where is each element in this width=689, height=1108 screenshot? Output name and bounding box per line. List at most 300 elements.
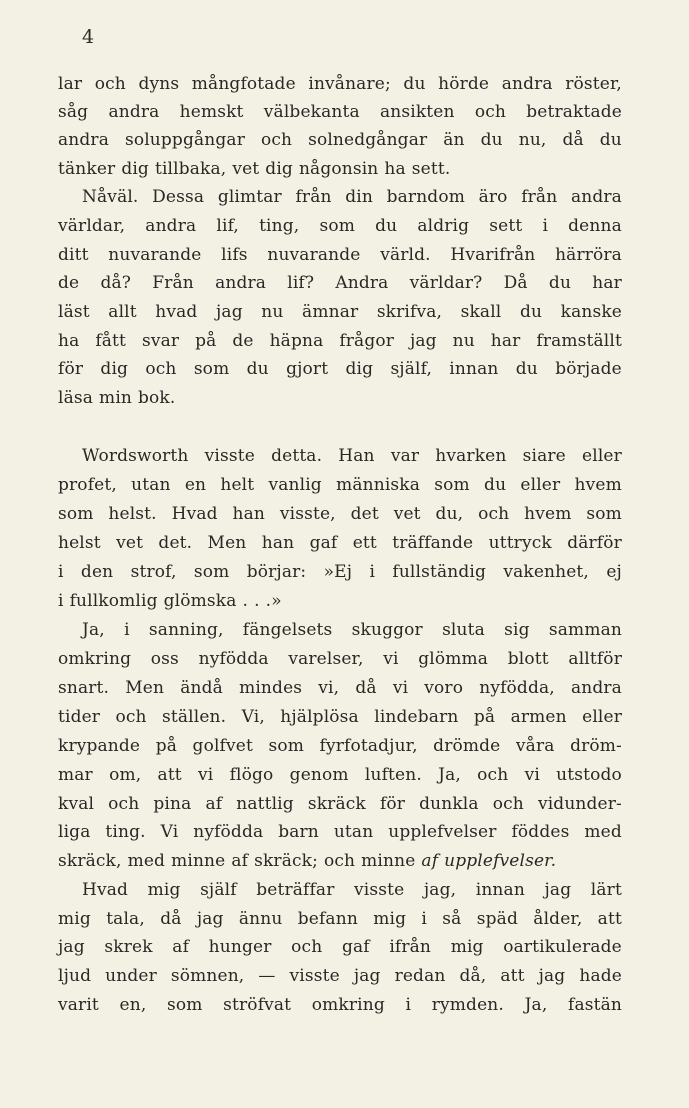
text-word: af bbox=[231, 851, 249, 871]
text-word: nu bbox=[452, 331, 475, 351]
text-word: minne bbox=[171, 851, 226, 871]
text-word: sömnen, bbox=[170, 966, 245, 986]
text-word: visste bbox=[354, 880, 405, 900]
text-word: alltför bbox=[568, 649, 622, 669]
text-word: du bbox=[515, 359, 538, 379]
text-word: i bbox=[405, 995, 412, 1015]
text-line bbox=[58, 529, 622, 557]
text-word: lif, bbox=[216, 216, 239, 236]
text-word: dig bbox=[345, 359, 374, 379]
text-word: utan bbox=[131, 475, 171, 495]
text-word: från bbox=[295, 187, 332, 207]
text-word: detta. bbox=[271, 446, 323, 466]
text-line bbox=[58, 298, 622, 326]
text-word: utan bbox=[333, 822, 374, 842]
text-word: i bbox=[369, 562, 376, 582]
text-word: dig bbox=[100, 359, 129, 379]
text-line bbox=[58, 587, 622, 615]
text-word: och bbox=[260, 130, 293, 150]
text-word: jag, bbox=[423, 880, 457, 900]
text-line bbox=[58, 933, 622, 961]
text-word: och bbox=[477, 765, 509, 785]
text-word: fastän bbox=[568, 995, 622, 1015]
text-word: för bbox=[379, 794, 406, 814]
text-word: häpna bbox=[269, 331, 324, 351]
text-word: omkring bbox=[58, 649, 132, 669]
text-word: Hvad bbox=[82, 880, 129, 900]
text-word: Ja, bbox=[438, 765, 461, 785]
text-word: flögo bbox=[229, 765, 274, 785]
text-word: själf, bbox=[390, 359, 432, 379]
text-word: upplefvelser. bbox=[444, 851, 557, 871]
text-line bbox=[58, 70, 622, 98]
text-word: dig bbox=[121, 159, 149, 179]
text-word: fängelsets bbox=[242, 620, 333, 640]
text-word: i bbox=[58, 591, 64, 611]
text-word: mindes bbox=[239, 678, 303, 698]
text-word: var bbox=[390, 446, 420, 466]
text-word: fullkomlig bbox=[69, 591, 158, 611]
text-word: som bbox=[319, 216, 355, 236]
text-word: vidunder- bbox=[537, 794, 622, 814]
text-word: nu, bbox=[518, 130, 547, 150]
text-word: våra bbox=[515, 736, 555, 756]
text-word: invånare; bbox=[308, 74, 391, 94]
text-word: då bbox=[355, 678, 377, 698]
text-word: Ja, bbox=[524, 995, 548, 1015]
text-word: helst. bbox=[108, 504, 157, 524]
page-number: 4 bbox=[82, 26, 95, 48]
text-word: vi bbox=[524, 765, 540, 785]
text-word: lifs bbox=[221, 245, 248, 265]
text-word: och bbox=[291, 937, 323, 957]
text-word: befann bbox=[297, 909, 358, 929]
text-word: Vi, bbox=[241, 707, 265, 727]
text-word: Från bbox=[152, 273, 194, 293]
text-word: och bbox=[323, 851, 356, 871]
text-word: sett bbox=[489, 216, 523, 236]
text-word: härröra bbox=[555, 245, 622, 265]
text-word: att bbox=[157, 765, 182, 785]
text-word: helst bbox=[58, 533, 101, 553]
text-word: barndom bbox=[386, 187, 465, 207]
text-word: oartikulerade bbox=[503, 937, 622, 957]
text-word: din bbox=[345, 187, 373, 207]
text-word: aldrig bbox=[417, 216, 470, 236]
text-word: hvem bbox=[524, 504, 572, 524]
text-word: du bbox=[480, 130, 503, 150]
text-word: människa bbox=[336, 475, 421, 495]
text-word: under bbox=[105, 966, 157, 986]
text-word: i bbox=[542, 216, 549, 236]
text-line bbox=[82, 876, 622, 904]
text-word: vi bbox=[392, 678, 409, 698]
text-word: har bbox=[592, 273, 622, 293]
text-word: mångfotade bbox=[191, 74, 296, 94]
text-word: denna bbox=[568, 216, 622, 236]
text-word: tider bbox=[58, 707, 101, 727]
text-word: och bbox=[478, 504, 510, 524]
text-word: från bbox=[521, 187, 558, 207]
text-word: tänker bbox=[58, 159, 116, 179]
text-word: späd bbox=[476, 909, 518, 929]
text-word: röster, bbox=[565, 74, 622, 94]
text-word: hade bbox=[579, 966, 622, 986]
text-line bbox=[58, 212, 622, 240]
text-line bbox=[58, 241, 622, 269]
text-word: för bbox=[58, 359, 84, 379]
text-word: nyfödda bbox=[198, 649, 269, 669]
text-line bbox=[58, 790, 622, 818]
text-word: jag bbox=[353, 966, 381, 986]
text-word: dyns bbox=[138, 74, 180, 94]
text-word: vi bbox=[198, 765, 214, 785]
text-word: nattlig bbox=[236, 794, 294, 814]
text-word: ålder, bbox=[533, 909, 583, 929]
text-line bbox=[58, 962, 622, 990]
text-word: barn bbox=[278, 822, 319, 842]
text-word: lif? bbox=[287, 273, 315, 293]
text-word: Då bbox=[503, 273, 528, 293]
text-word: glimtar bbox=[217, 187, 282, 207]
text-word: rymden. bbox=[431, 995, 504, 1015]
text-word: nuvarande bbox=[108, 245, 202, 265]
text-word: kval bbox=[58, 794, 95, 814]
text-word: Hvarifrån bbox=[450, 245, 536, 265]
text-word: träffande bbox=[392, 533, 474, 553]
text-word: ha bbox=[58, 331, 80, 351]
text-word: varelser, bbox=[288, 649, 364, 669]
text-word: och bbox=[145, 359, 177, 379]
text-word: glömska bbox=[163, 591, 237, 611]
text-word: nyfödda, bbox=[479, 678, 555, 698]
text-word: dröm- bbox=[570, 736, 622, 756]
text-word: hemskt bbox=[179, 102, 244, 122]
text-line bbox=[58, 327, 622, 355]
text-word: »Ej bbox=[323, 562, 353, 582]
text-word: som bbox=[167, 995, 203, 1015]
text-word: krypande bbox=[58, 736, 141, 756]
text-word: Men bbox=[125, 678, 165, 698]
text-word: Hvad bbox=[171, 504, 218, 524]
text-word: . bbox=[254, 591, 260, 611]
text-line bbox=[58, 471, 622, 499]
text-word: hörde bbox=[438, 74, 490, 94]
text-word: hvem bbox=[574, 475, 622, 495]
text-word: voro bbox=[424, 678, 464, 698]
text-word: Wordsworth bbox=[82, 446, 189, 466]
text-word: minne bbox=[361, 851, 416, 871]
text-word: som bbox=[58, 504, 94, 524]
text-word: lar bbox=[58, 74, 83, 94]
text-line bbox=[82, 616, 622, 644]
text-word: hunger bbox=[208, 937, 272, 957]
text-word: jag bbox=[409, 331, 437, 351]
text-word: började bbox=[555, 359, 622, 379]
text-word: varit bbox=[58, 995, 99, 1015]
text-word: Andra bbox=[335, 273, 389, 293]
text-word: själf bbox=[200, 880, 237, 900]
text-line bbox=[58, 126, 622, 154]
text-line bbox=[82, 183, 622, 211]
text-word: visste, bbox=[279, 504, 336, 524]
text-line bbox=[58, 645, 622, 673]
text-word: världar? bbox=[409, 273, 483, 293]
text-word: ting, bbox=[259, 216, 300, 236]
text-word: luften. bbox=[364, 765, 422, 785]
text-word: som bbox=[434, 475, 470, 495]
text-word: skräck; bbox=[254, 851, 318, 871]
text-word: svar bbox=[141, 331, 180, 351]
text-word: fyrfotadjur, bbox=[319, 736, 418, 756]
text-word: läsa bbox=[58, 388, 94, 408]
text-word: mig bbox=[373, 909, 407, 929]
text-word: Ja, bbox=[82, 620, 105, 640]
text-word: andra bbox=[108, 102, 160, 122]
text-word: du bbox=[403, 74, 426, 94]
text-word: jag bbox=[216, 302, 243, 322]
text-word: visste bbox=[289, 966, 340, 986]
text-line bbox=[58, 558, 622, 586]
text-word: mig bbox=[450, 937, 484, 957]
text-word: gaf bbox=[309, 533, 338, 553]
text-word: solnedgångar bbox=[308, 130, 428, 150]
text-word: nuvarande bbox=[267, 245, 361, 265]
text-word: andra bbox=[58, 130, 109, 150]
text-word: af bbox=[205, 794, 223, 814]
text-word: uttryck bbox=[488, 533, 552, 553]
text-word: han bbox=[232, 504, 265, 524]
text-word: ställen. bbox=[162, 707, 227, 727]
text-word: .» bbox=[265, 591, 282, 611]
text-word: en, bbox=[119, 995, 147, 1015]
text-word: på bbox=[473, 707, 496, 727]
text-word: drömde bbox=[433, 736, 501, 756]
text-word: frågor bbox=[339, 331, 395, 351]
text-word: framställt bbox=[536, 331, 622, 351]
text-word: Nåväl. bbox=[82, 187, 139, 207]
text-word: läst bbox=[58, 302, 90, 322]
text-word: eller bbox=[582, 707, 622, 727]
text-word: tillbaka, bbox=[154, 159, 227, 179]
text-line bbox=[58, 269, 622, 297]
text-word: ännu bbox=[238, 909, 283, 929]
text-word: Men bbox=[207, 533, 247, 553]
text-word: andra bbox=[570, 678, 622, 698]
text-word: utstodo bbox=[556, 765, 622, 785]
text-line bbox=[58, 98, 622, 126]
text-word: har bbox=[490, 331, 521, 351]
text-word: ansikten bbox=[380, 102, 455, 122]
text-line bbox=[82, 442, 622, 470]
text-word: beträffar bbox=[256, 880, 335, 900]
text-word: ljud bbox=[58, 966, 92, 986]
text-word: och bbox=[115, 707, 147, 727]
text-word: pina bbox=[153, 794, 192, 814]
text-word: af bbox=[421, 851, 439, 871]
text-word: Han bbox=[338, 446, 375, 466]
text-word: på bbox=[155, 736, 178, 756]
text-word: som bbox=[193, 562, 230, 582]
text-word: med bbox=[127, 851, 166, 871]
text-word: siare bbox=[522, 446, 566, 466]
text-word: vet bbox=[232, 159, 260, 179]
text-word: du bbox=[375, 216, 398, 236]
text-line bbox=[58, 355, 622, 383]
text-word: Dessa bbox=[152, 187, 205, 207]
text-word: dunkla bbox=[419, 794, 479, 814]
text-word: genom bbox=[289, 765, 349, 785]
text-word: det bbox=[350, 504, 379, 524]
text-line bbox=[58, 905, 622, 933]
text-word: skräck bbox=[307, 794, 366, 814]
text-word: då, bbox=[459, 966, 487, 986]
text-word: nyfödda bbox=[193, 822, 264, 842]
text-word: mar bbox=[58, 765, 93, 785]
text-word: du bbox=[246, 359, 269, 379]
text-word: helt bbox=[220, 475, 255, 495]
text-word: ett bbox=[352, 533, 377, 553]
text-word: börjar: bbox=[246, 562, 307, 582]
text-word: och bbox=[492, 794, 524, 814]
text-word: ha bbox=[384, 159, 406, 179]
text-word: du bbox=[548, 273, 572, 293]
text-word: jag bbox=[196, 909, 224, 929]
text-word: vet bbox=[393, 504, 421, 524]
text-word: gjort bbox=[286, 359, 329, 379]
text-word: ströfvat bbox=[223, 995, 292, 1015]
text-word: fullständig bbox=[392, 562, 486, 582]
text-line bbox=[58, 703, 622, 731]
text-word: allt bbox=[108, 302, 137, 322]
text-word: och bbox=[94, 74, 126, 94]
text-word: redan bbox=[394, 966, 446, 986]
text-word: han bbox=[261, 533, 295, 553]
text-word: samman bbox=[548, 620, 622, 640]
text-word: innan bbox=[475, 880, 525, 900]
text-word: och bbox=[474, 102, 506, 122]
text-line bbox=[58, 674, 622, 702]
text-word: då bbox=[160, 909, 182, 929]
text-word: min bbox=[99, 388, 133, 408]
text-word: som bbox=[586, 504, 622, 524]
text-word: någonsin bbox=[298, 159, 379, 179]
text-word: att bbox=[597, 909, 622, 929]
text-word: skuggor bbox=[351, 620, 423, 640]
text-word: andra bbox=[215, 273, 267, 293]
text-word: att bbox=[500, 966, 525, 986]
text-word: ämnar bbox=[302, 302, 359, 322]
text-word: med bbox=[584, 822, 622, 842]
text-word: äro bbox=[478, 187, 508, 207]
text-word: dig bbox=[265, 159, 293, 179]
text-word: som bbox=[268, 736, 305, 756]
text-word: skall bbox=[460, 302, 502, 322]
text-word: jag bbox=[544, 880, 572, 900]
text-word: kanske bbox=[560, 302, 622, 322]
text-line bbox=[58, 761, 622, 789]
text-word: då? bbox=[100, 273, 132, 293]
text-word: sett. bbox=[411, 159, 451, 179]
text-word: omkring bbox=[311, 995, 385, 1015]
text-word: därför bbox=[567, 533, 622, 553]
text-word: Vi bbox=[160, 822, 179, 842]
text-word: soluppgångar bbox=[124, 130, 245, 150]
text-word: vet bbox=[116, 533, 144, 553]
text-word: ej bbox=[606, 562, 622, 582]
text-line bbox=[58, 847, 622, 875]
text-word: tala, bbox=[106, 909, 145, 929]
text-word: oss bbox=[150, 649, 179, 669]
text-word: fått bbox=[95, 331, 127, 351]
text-word: i bbox=[58, 562, 64, 582]
text-word: andra bbox=[501, 74, 553, 94]
text-word: sig bbox=[504, 620, 530, 640]
text-line bbox=[58, 818, 622, 846]
text-word: upplefvelser bbox=[388, 822, 497, 842]
text-word: det. bbox=[158, 533, 193, 553]
text-word: i bbox=[124, 620, 130, 640]
text-word: föddes bbox=[511, 822, 570, 842]
text-word: då bbox=[562, 130, 584, 150]
text-word: af bbox=[172, 937, 190, 957]
text-word: sluta bbox=[442, 620, 485, 640]
text-word: på bbox=[195, 331, 217, 351]
text-line bbox=[58, 384, 622, 412]
text-word: andra bbox=[145, 216, 197, 236]
text-word: så bbox=[442, 909, 462, 929]
text-word: skrek bbox=[104, 937, 153, 957]
text-word: liga bbox=[58, 822, 91, 842]
text-word: jag bbox=[538, 966, 566, 986]
text-word: skrifva, bbox=[376, 302, 443, 322]
text-word: mig bbox=[147, 880, 181, 900]
text-word: du bbox=[484, 475, 507, 495]
text-word: skräck, bbox=[58, 851, 122, 871]
text-word: du bbox=[519, 302, 543, 322]
text-word: snart. bbox=[58, 678, 110, 698]
text-word: vi, bbox=[318, 678, 340, 698]
text-word: de bbox=[232, 331, 254, 351]
text-word: välbekanta bbox=[263, 102, 360, 122]
text-line bbox=[58, 155, 622, 183]
text-word: strof, bbox=[130, 562, 177, 582]
text-word: vanlig bbox=[268, 475, 322, 495]
text-word: ditt bbox=[58, 245, 89, 265]
text-word: ting. bbox=[105, 822, 146, 842]
text-word: ändå bbox=[180, 678, 223, 698]
text-word: jag bbox=[58, 937, 85, 957]
text-word: sanning, bbox=[148, 620, 224, 640]
text-word: ifrån bbox=[389, 937, 432, 957]
text-word: mig bbox=[58, 909, 91, 929]
text-word: du, bbox=[435, 504, 464, 524]
text-word: . bbox=[242, 591, 249, 611]
text-word: innan bbox=[449, 359, 499, 379]
text-word: som bbox=[193, 359, 230, 379]
text-word: hjälplösa bbox=[280, 707, 359, 727]
text-word: golfvet bbox=[192, 736, 253, 756]
text-word: gaf bbox=[341, 937, 370, 957]
text-word: om, bbox=[109, 765, 142, 785]
text-word: glömma bbox=[418, 649, 489, 669]
text-word: andra bbox=[570, 187, 622, 207]
text-word: eller bbox=[520, 475, 561, 495]
text-word: nu bbox=[261, 302, 284, 322]
text-word: blott bbox=[507, 649, 549, 669]
text-word: betraktade bbox=[526, 102, 622, 122]
text-word: du bbox=[599, 130, 622, 150]
